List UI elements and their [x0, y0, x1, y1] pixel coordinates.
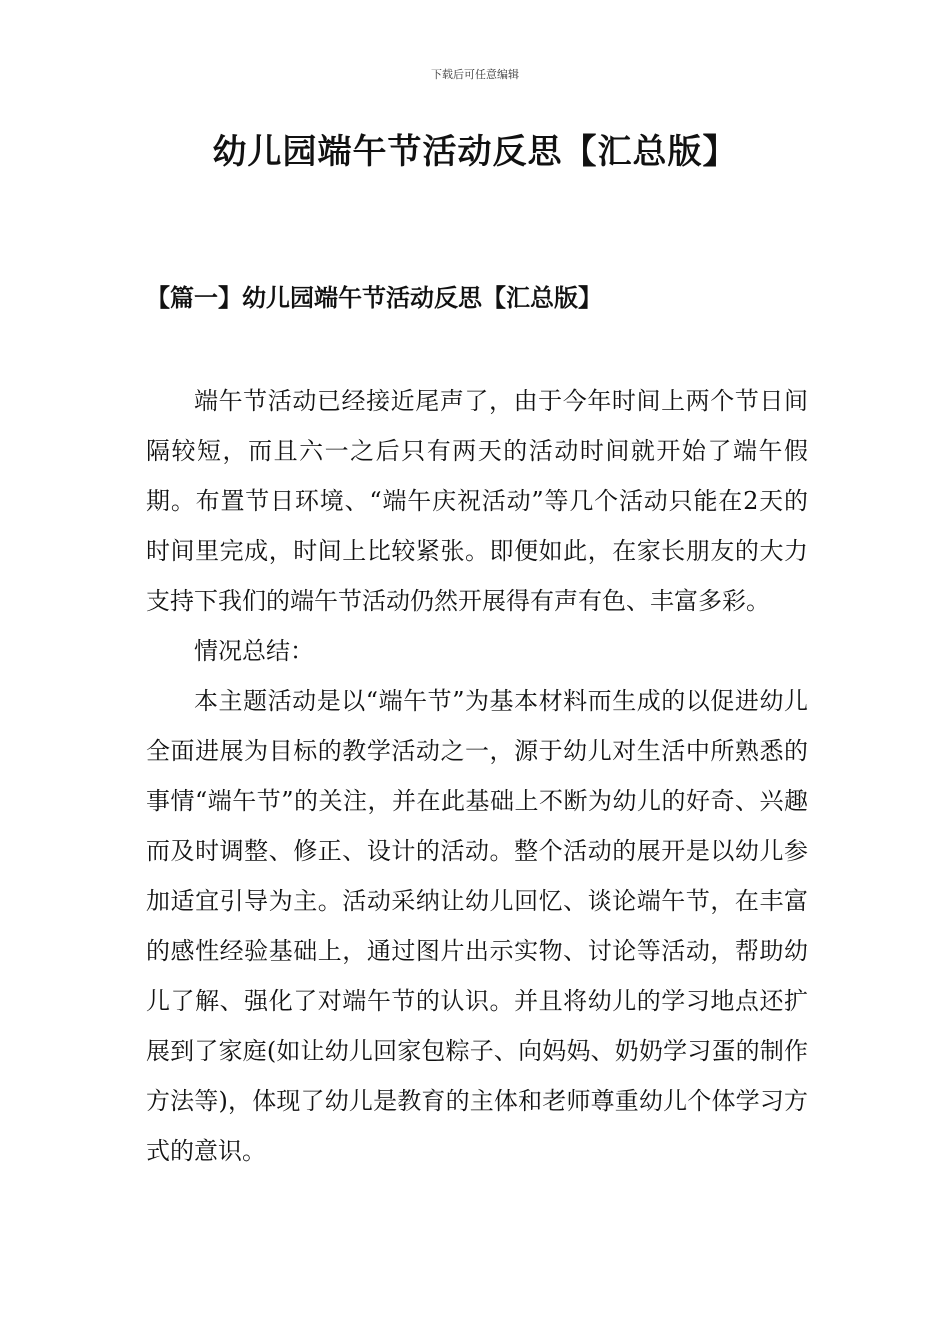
paragraph-intro: 端午节活动已经接近尾声了，由于今年时间上两个节日间隔较短，而且六一之后只有两天的活动时间就开始了端午假期。布置节日环境、“端午庆祝活动”等几个活动只能在2天的时间里完成，时间上比较紧张。即便如此，在家长朋友的大力支持下我们的端午节活动仍然开展得有声有色、丰富多彩。 — [146, 387, 808, 615]
paragraph-summary: 本主题活动是以“端午节”为基本材料而生成的以促进幼儿全面进展为目标的教学活动之一，源于幼儿对生活中所熟悉的事情“端午节”的关注，并在此基础上不断为幼儿的好奇、兴趣而及时调整、修正、设计的活动。整个活动的展开是以幼儿参加适宜引导为主。活动采纳让幼儿回忆、谈论端午节，在丰富的感性经验基础上，通过图片出示实物、讨论等活动，帮助幼儿了解、强化了对端午节的认识。并且将幼儿的学习地点还扩展到了家庭(如让幼儿回家包粽子、向妈妈、奶奶学习蛋的制作方法等)，体现了幼儿是教育的主体和老师尊重幼儿个体学习方式的意识。 — [146, 687, 808, 1165]
document-body — [146, 376, 808, 1176]
paragraph-summary-label: 情况总结： — [194, 637, 314, 665]
section-heading: 【篇一】幼儿园端午节活动反思【汇总版】 — [146, 283, 602, 312]
document-title: 幼儿园端午节活动反思【汇总版】 — [212, 132, 738, 172]
header-note: 下载后可任意编辑 — [431, 68, 519, 81]
